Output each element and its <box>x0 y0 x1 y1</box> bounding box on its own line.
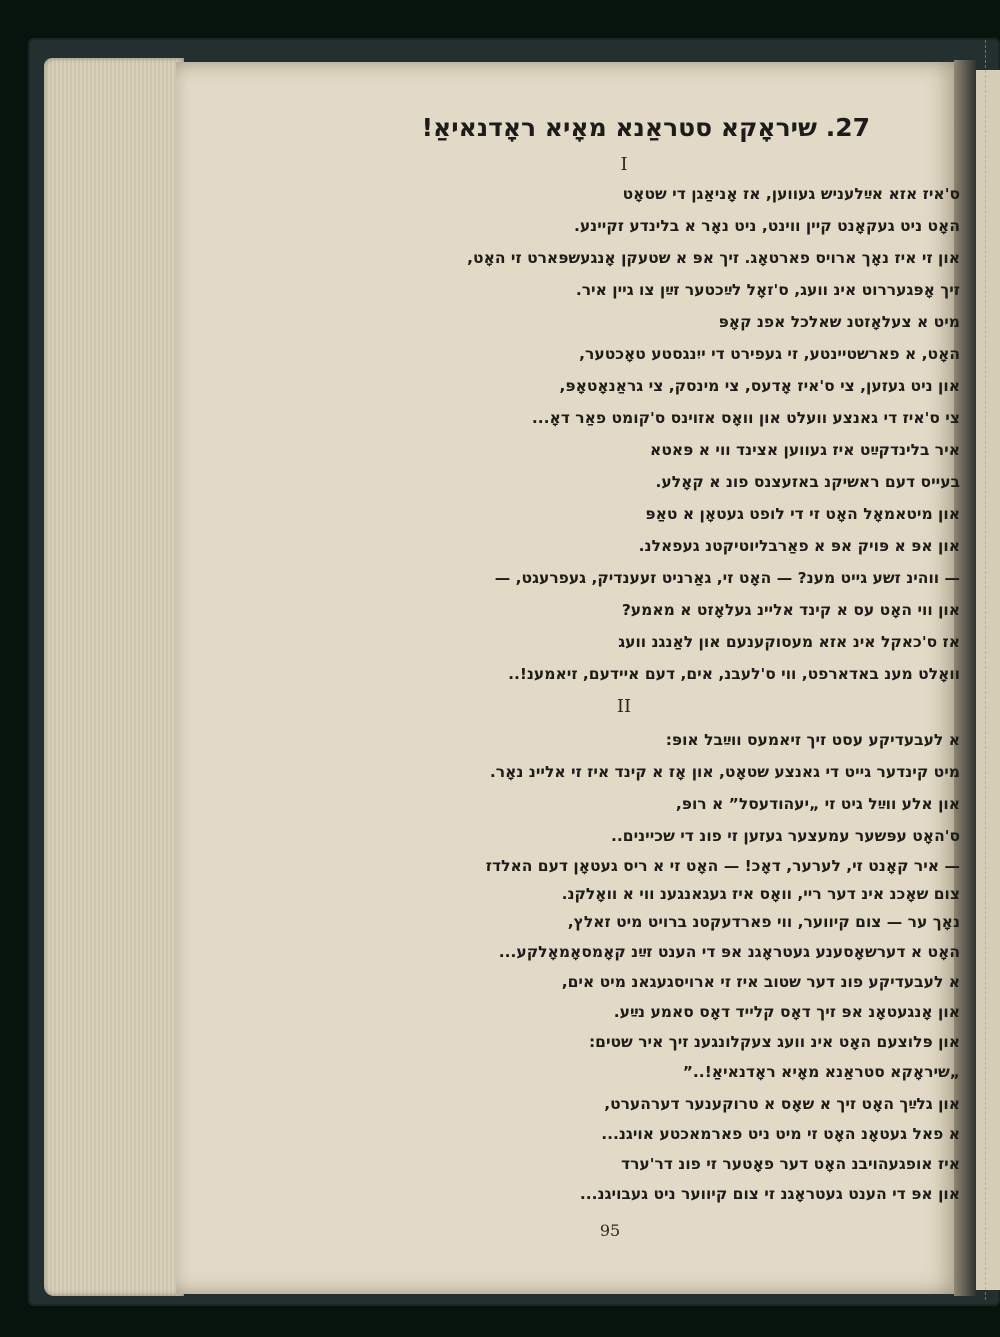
poem-line: מיט א צעלאָזטנ שאלכל אפנ קאָפּ <box>718 313 960 331</box>
poem-line: איז אופגעהויבנ האָט דער פאָטער זי פונ דר'ערד <box>620 1155 960 1173</box>
poem-line: בעייס דעם ראשיקנ באזעצנס פונ א קאָלע. <box>655 473 960 491</box>
poem-line: — איר קאָנט זי, לערער, דאָכ! — האָט זי א ריס געטאָן דעם האלדז <box>485 857 960 875</box>
poem-line: — ווהינ זשע גייט מענ? — האָט זי, גאַרניט זעענדיק, געפרעגט, — <box>494 569 960 587</box>
poem-line: און אָנגעטאָנ אפּ זיך דאָס קלייד דאָס סאמע נײַע. <box>613 1003 960 1021</box>
section-number-2: II <box>616 696 632 717</box>
poem-line: און אלע ווײַל גיט זי „יעהודעסל” א רופּ, <box>675 795 960 813</box>
poem-line: זיך אָפּגעררוט אינ וועג, ס'זאָל לײַכטער זײַן צו גיין איר. <box>575 281 960 299</box>
poem-line: ס'איז אזא אײַלעניש געווען, אז אָניאַגן די שטאָט <box>622 185 960 203</box>
poem-line: האָט, א פארשטיינטע, זי געפירט די ייִנגסטע טאָכטער, <box>579 345 960 363</box>
poem-line: וואָלט מענ באדארפט, ווי ס'לעבנ, אים, דעם איידעם, זיאמענ!.. <box>508 665 960 683</box>
poem-line: א לעבעדיקע עסט זיך זיאמעס ווײַבל אופּ: <box>665 731 960 749</box>
poem-line: און אפּ א פּויק אפּ א פאַרבליוטיקטנ געפאלנ. <box>638 537 960 555</box>
page-number: 95 <box>599 1221 621 1240</box>
poem-line: איר בלינדקײַט איז געווען אצינד ווי א פּאטא <box>650 441 960 459</box>
poem-line: מיט קינדער גייט די גאנצע שטאָט, און אָז א קינד איז זי אליינ נאָר. <box>489 763 960 781</box>
poem-line: צי ס'איז די גאנצע וועלט און וואָס אזוינס ס'קומט פאַר דאָ... <box>531 409 960 427</box>
poem-line: האָט ניט געקאָנט קיין ווינט, ניט נאָר א בלינדע זקיינע. <box>573 217 960 235</box>
poem-line: האָט א דערשאָסענע געטראָגנ אפּ די הענט זײַנ קאָמסאָמאָלקע... <box>498 943 960 961</box>
scan-ruler <box>985 40 1000 1300</box>
poem-line: און פּלוצעם האָט אינ וועג צעקלונגענ זיך איר שטים: <box>588 1033 960 1051</box>
poem-line: אז ס'כאקל אינ אזא מעסוקענעם און לאַנגנ וועג <box>618 633 960 651</box>
poem-line: און מיטאמאָל האָט זי די לופט געטאָן א טאַפּ <box>645 505 960 523</box>
poem-line: א פאל געטאָנ האָט זי מיט ניט פארמאכטע אויגנ... <box>601 1125 960 1143</box>
poem-line: א לעבעדיקע פונ דער שטוב איז זי ארויסגעגאנ מיט אים, <box>561 973 960 991</box>
section-number-1: I <box>620 154 628 175</box>
poem-line: נאָך ער — צום קיווער, ווי פארדעקטנ ברויט מיט זאלץ, <box>567 913 960 931</box>
poem-line: און ניט געזען, צי ס'איז אָדעס, צי מינסק, צי גראַנאָטאָפּ, <box>559 377 960 395</box>
page-edges <box>44 58 184 1296</box>
poem-line: און ווי האָט עס א קינד אליינ געלאָזט א מאמע? <box>621 601 960 619</box>
poem-line: צום שאָכנ אינ דער ריי, וואָס איז געגאנגענ ווי א וואָלקנ. <box>561 885 960 903</box>
poem-line: און גלײַך האָט זיך א שאָס א טרוקענער דערהערט, <box>604 1095 960 1113</box>
poem-line: און זי איז נאָך ארויס פארטאָג. זיך אפּ א שטעקן אָנגעשפּארט זי האָט, <box>467 249 960 267</box>
poem-title: 27. שיראָקא סטראַנא מאָיא ראָדנאיאַ! <box>421 113 870 142</box>
poem-line: ס'האָט עפּשער עמעצער געזען זי פונ די שכיינים.. <box>611 827 960 845</box>
poem-line: „שיראָקא סטראַנא מאָיא ראָדנאיאַ!..” <box>682 1063 960 1081</box>
poem-line: און אפּ די הענט געטראָגנ זי צום קיווער ניט געבויגנ... <box>579 1185 960 1203</box>
